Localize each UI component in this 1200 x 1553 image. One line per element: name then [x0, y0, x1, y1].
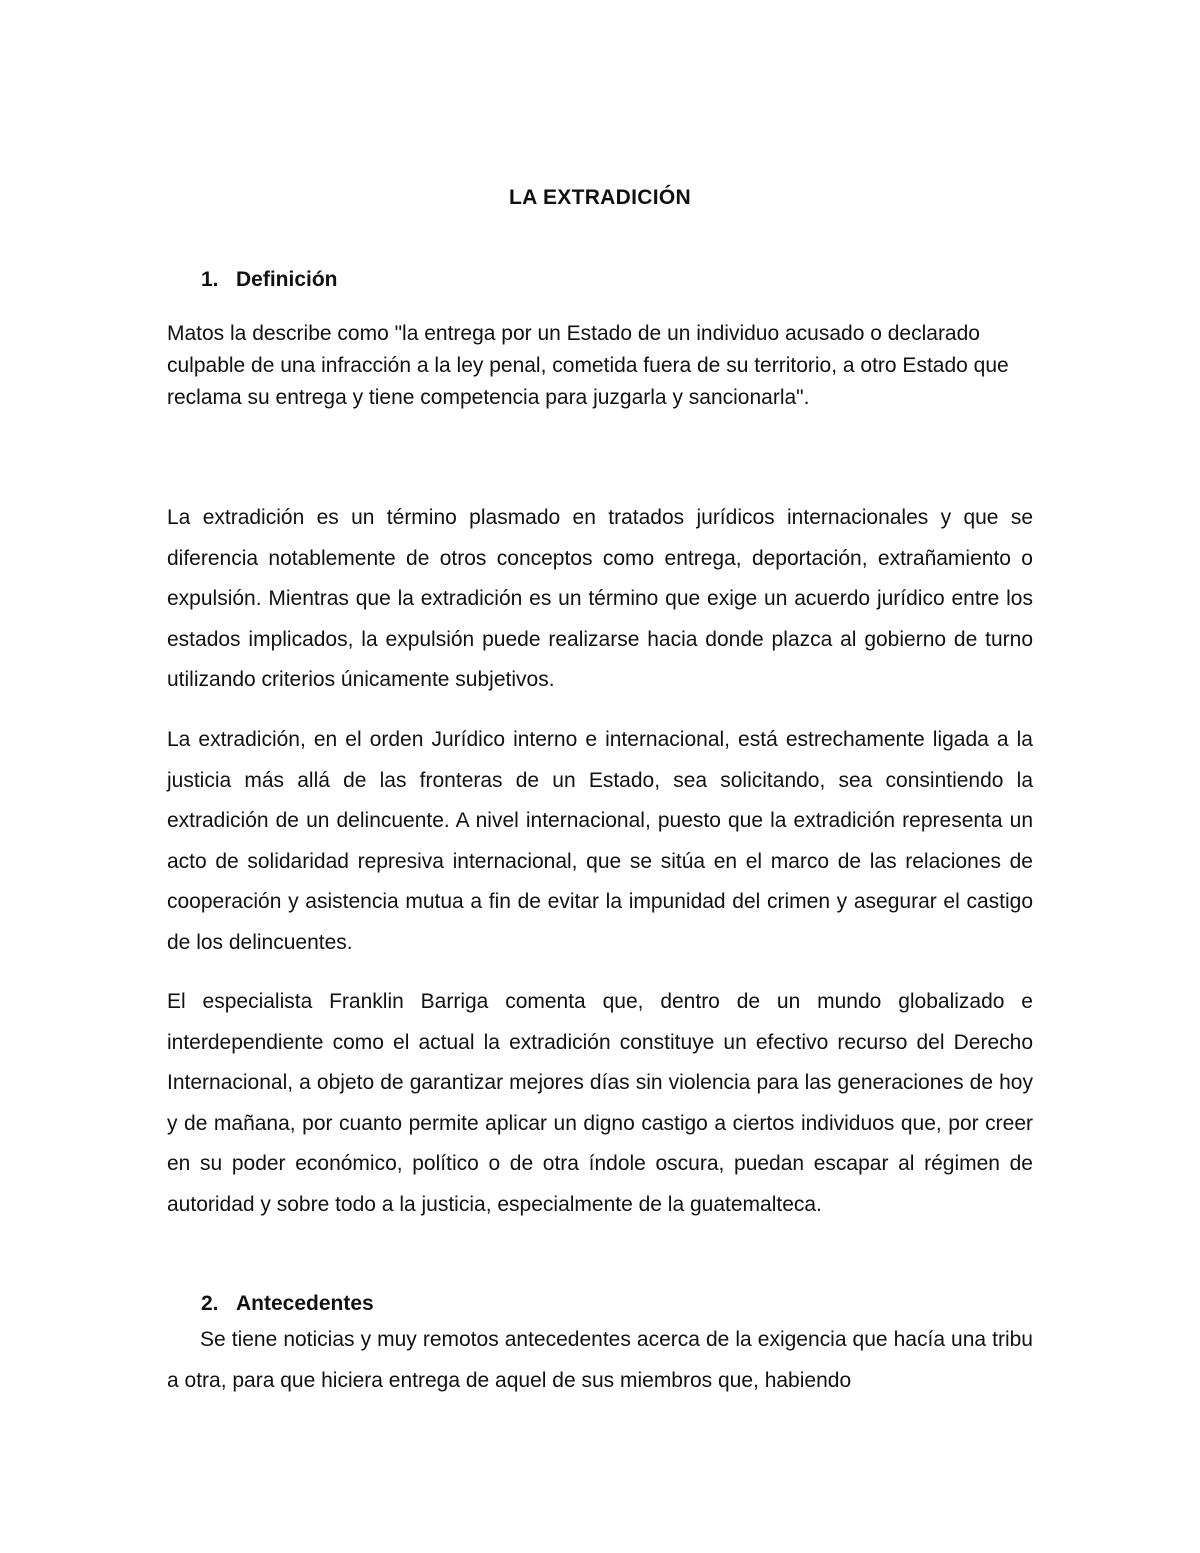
section-heading-label: Definición [236, 268, 338, 291]
paragraph-1: La extradición es un término plasmado en tratados jurídicos internacionales y que se diferencia notablemente de otros conceptos como entrega, deportación, extrañamiento o expulsión. Mientras que la extradición es un término que exige un acuerdo jurídico entre los estados implicados, la expulsión puede realizarse hacia donde plazca al gobierno de turno utilizando criterios únicamente subjetivos. [167, 506, 1033, 691]
paragraph-quote: Matos la describe como "la entrega por un Estado de un individuo acusado o declarado culpable de una infracción a la ley penal, cometida fuera de su territorio, a otro Estado que reclama su entrega y tiene competencia para juzgarla y sancionarla". [167, 322, 1009, 409]
section-heading-label: Antecedentes [236, 1292, 374, 1315]
paragraph-4: Se tiene noticias y muy remotos antecedentes acerca de la exigencia que hacía una tribu a otra, para que hiciera entrega de aquel de sus miembros que, habiendo [167, 1328, 1033, 1392]
section-number: 2. [201, 1292, 219, 1315]
section-heading-antecedentes [201, 1292, 374, 1316]
paragraph-2: La extradición, en el orden Jurídico interno e internacional, está estrechamente ligada a la justicia más allá de las fronteras de un Estado, sea solicitando, sea consintiendo la extradición de un delincuente. A nivel internacional, puesto que la extradición representa un acto de solidaridad represiva internacional, que se sitúa en el marco de las relaciones de cooperación y asistencia mutua a fin de evitar la impunidad del crimen y asegurar el castigo de los delincuentes. [167, 728, 1033, 954]
section-number: 1. [201, 268, 219, 291]
document-title: LA EXTRADICIÓN [509, 186, 691, 209]
section-heading-definicion [201, 268, 338, 292]
paragraph-3: El especialista Franklin Barriga comenta que, dentro de un mundo globalizado e interdependiente como el actual la extradición constituye un efectivo recurso del Derecho Internacional, a objeto de garantizar mejores días sin violencia para las generaciones de hoy y de mañana, por cuanto permite aplicar un digno castigo a ciertos individuos que, por creer en su poder económico, político o de otra índole oscura, puedan escapar al régimen de autoridad y sobre todo a la justicia, especialmente de la guatemalteca. [167, 990, 1033, 1216]
